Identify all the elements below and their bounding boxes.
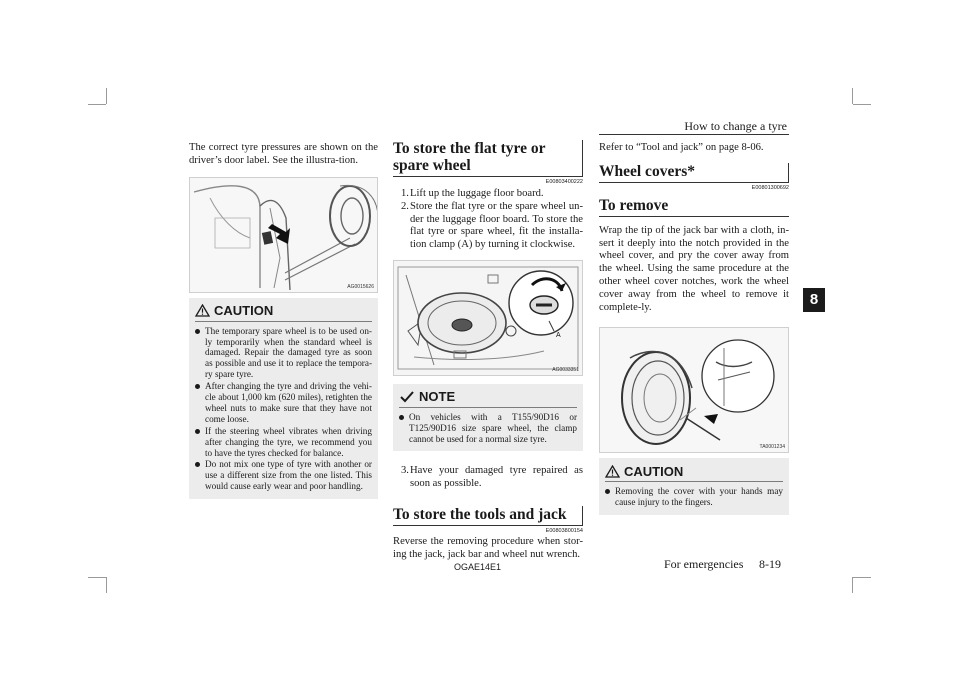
- crop-mark: [88, 104, 106, 105]
- tyre-pressure-intro: The correct tyre pressures are shown on the driver’s door label. See the illustra-tion.: [189, 142, 378, 166]
- steps-list: [393, 188, 583, 252]
- figure-code: AG0015626: [347, 283, 374, 290]
- caution-list: [605, 486, 783, 508]
- door-illustration-svg: [190, 178, 378, 292]
- header-rule: [599, 134, 789, 135]
- clamp-illustration-svg: [394, 261, 582, 375]
- crop-mark: [853, 577, 871, 578]
- step-item: 3. Have your damaged tyre repaired as soon as possible.: [401, 464, 583, 489]
- column-left: [189, 142, 378, 499]
- section-code: E00801300692: [751, 184, 789, 191]
- warning-triangle-icon: [605, 465, 620, 478]
- caution-box-right: [599, 458, 789, 515]
- figure-code: TA0001234: [759, 444, 785, 451]
- caution-list: [195, 326, 372, 493]
- caution-header: [605, 461, 783, 482]
- remove-body: Wrap the tip of the jack bar with a cloth, in-sert it deeply into the notch provided in the wheel cover, and pry the cover away from the wheel. Using the same procedure at the other wheel cover notches, work the wheel cover away from the wheel to remove it complete-ly.: [599, 224, 789, 313]
- caution-box-left: [189, 298, 378, 500]
- caution-header: [195, 301, 372, 322]
- section-title-store-flat-tyre: To store the flat tyre or spare wheel: [393, 140, 583, 177]
- bullet-icon: [399, 415, 404, 420]
- crop-mark: [106, 88, 107, 104]
- bullet-icon: [195, 329, 200, 334]
- wheel-cover-svg: [600, 328, 788, 452]
- caution-item: Removing the cover with your hands may cause injury to the fingers.: [605, 486, 783, 508]
- caution-item: If the steering wheel vibrates when driving after changing the tyre, we recommend you to have the tyres checked for balance.: [195, 426, 372, 459]
- crop-mark: [853, 104, 871, 105]
- note-box: [393, 384, 583, 451]
- bullet-icon: [195, 384, 200, 389]
- note-list: [399, 412, 577, 445]
- column-middle: [393, 140, 583, 562]
- crop-mark: [852, 88, 853, 104]
- bullet-icon: [195, 462, 200, 467]
- caution-item: Do not mix one type of tyre with another or use a different size from the one listed. This would cause early wear and poor handling.: [195, 459, 372, 492]
- section-code: E00803400222: [545, 179, 583, 185]
- bullet-icon: [605, 489, 610, 494]
- crop-mark: [106, 577, 107, 593]
- note-header: [399, 387, 577, 408]
- caution-title: CAUTION: [624, 463, 684, 479]
- figure-code: AG0033351: [552, 366, 579, 373]
- spare-wheel-clamp-illustration: [393, 260, 583, 376]
- step-item: 1. Lift up the luggage floor board.: [401, 188, 544, 199]
- tool-reference: Refer to “Tool and jack” on page 8-06.: [599, 142, 764, 153]
- page-header-title: How to change a tyre: [684, 119, 787, 133]
- footer-chapter: For emergencies: [664, 557, 744, 571]
- caution-title: CAUTION: [214, 303, 274, 319]
- section-title-store-tools: To store the tools and jack: [393, 506, 583, 526]
- footer-doc-code: OGAE14E1: [454, 562, 502, 572]
- section-title-to-remove: To remove: [599, 197, 789, 217]
- clamp-label-a: A: [556, 331, 561, 339]
- wheel-cover-removal-illustration: [599, 327, 789, 453]
- crop-mark: [88, 577, 106, 578]
- note-item: On vehicles with a T155/90D16 or T125/90D16 size spare wheel, the clamp cannot be used for a normal size tyre.: [399, 412, 577, 445]
- step-item: 2. Store the flat tyre or the spare wheel un-der the luggage floor board. To store the flat tyre or spare wheel, fit the installa-tion clamp (A) by turning it clockwise.: [401, 200, 583, 251]
- column-right: [599, 142, 789, 515]
- store-tools-body: Reverse the removing procedure when stor-ing the jack, jack bar and wheel nut wrench.: [393, 536, 583, 561]
- footer-page-number: 8-19: [759, 557, 781, 571]
- door-label-illustration: [189, 177, 378, 293]
- crop-mark: [852, 577, 853, 593]
- note-check-icon: [399, 390, 415, 403]
- chapter-tab: 8: [803, 288, 825, 312]
- note-title: NOTE: [419, 389, 456, 405]
- warning-triangle-icon: [195, 304, 210, 317]
- section-title-wheel-covers: Wheel covers*: [599, 163, 789, 183]
- caution-item: After changing the tyre and driving the vehi-cle about 1,000 km (620 miles), retighten the wheel nuts to make sure that they have not come loose.: [195, 381, 372, 425]
- section-code: E00803800154: [545, 528, 583, 535]
- bullet-icon: [195, 429, 200, 434]
- caution-item: The temporary spare wheel is to be used on-ly temporarily when the standard wheel is damaged. Repair the damaged tyre as soon as possible and use it to replace the tempora-ry spare tyre.: [195, 326, 372, 381]
- steps-list-continued: [393, 465, 583, 491]
